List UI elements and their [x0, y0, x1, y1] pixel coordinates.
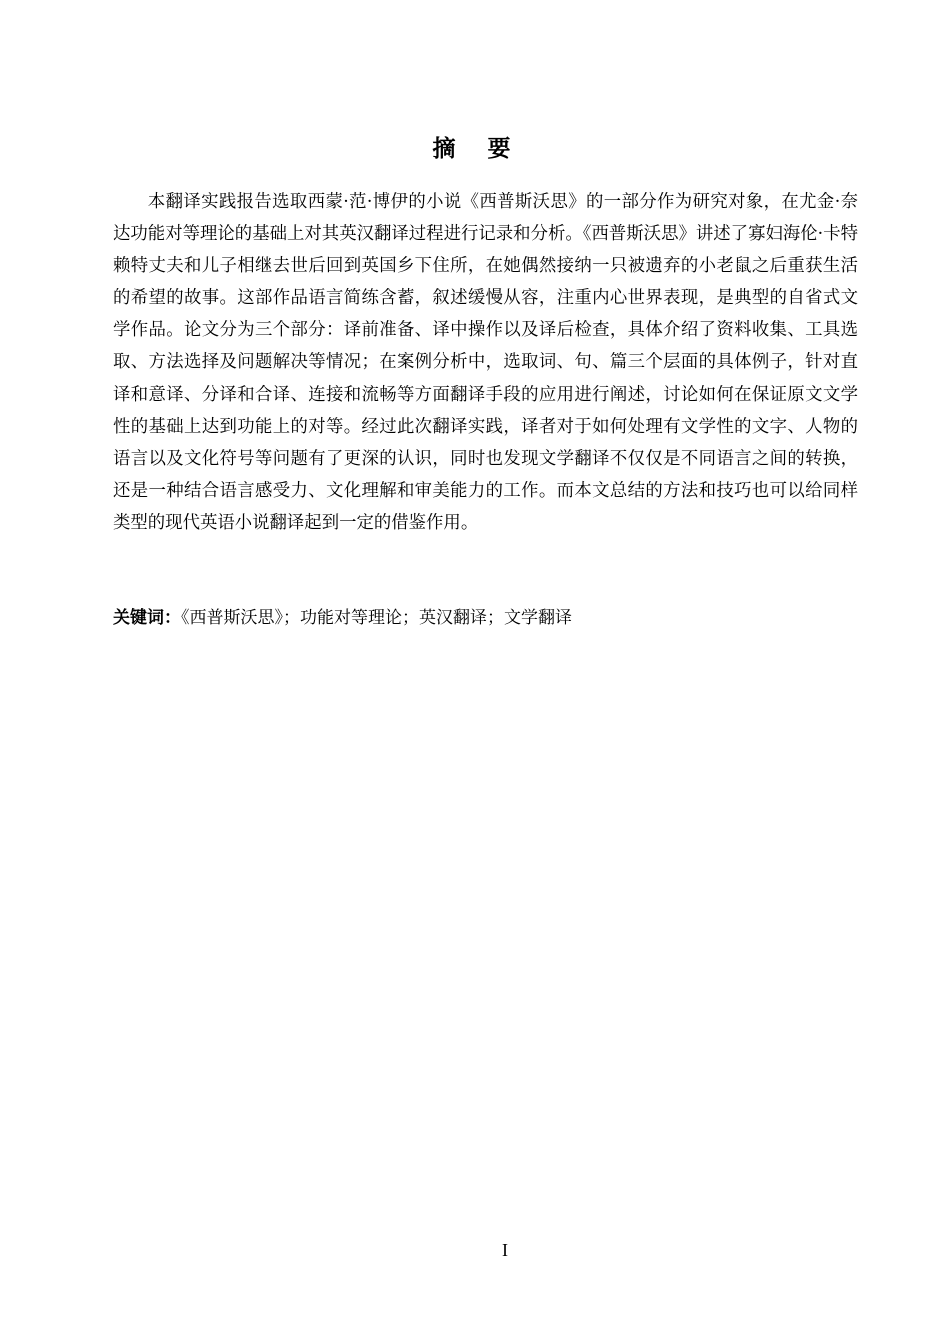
page-number: I: [502, 1240, 508, 1260]
keywords-text: 《西普斯沃思》；功能对等理论；英汉翻译；文学翻译: [181, 608, 572, 628]
keywords-label: 关键词：: [113, 608, 181, 628]
page-title: 摘要: [432, 136, 543, 162]
abstract-body: 本翻译实践报告选取西蒙·范·博伊的小说《西普斯沃思》的一部分作为研究对象，在尤金·奈达功能对等理论的基础上对其英汉翻译过程进行记录和分析。《西普斯沃思》讲述了寡妇海伦·卡特赖特丈夫和儿子相继去世后回到英国乡下住所，在她偶然接纳一只被遗弃的小老鼠之后重获生活的希望的故事。这部作品语言简练含蓄，叙述缓慢从容，注重内心世界表现，是典型的自省式文学作品。论文分为三个部分：译前准备、译中操作以及译后检查，具体介绍了资料收集、工具选取、方法选择及问题解决等情况；在案例分析中，选取词、句、篇三个层面的具体例子，针对直译和意译、分译和合译、连接和流畅等方面翻译手段的应用进行阐述，讨论如何在保证原文文学性的基础上达到功能上的对等。经过此次翻译实践，译者对于如何处理有文学性的文字、人物的语言以及文化符号等问题有了更深的认识，同时也发现文学翻译不仅仅是不同语言之间的转换，还是一种结合语言感受力、文化理解和审美能力的工作。而本文总结的方法和技巧也可以给同样类型的现代英语小说翻译起到一定的借鉴作用。: [113, 192, 858, 533]
keywords-line: [113, 603, 858, 633]
